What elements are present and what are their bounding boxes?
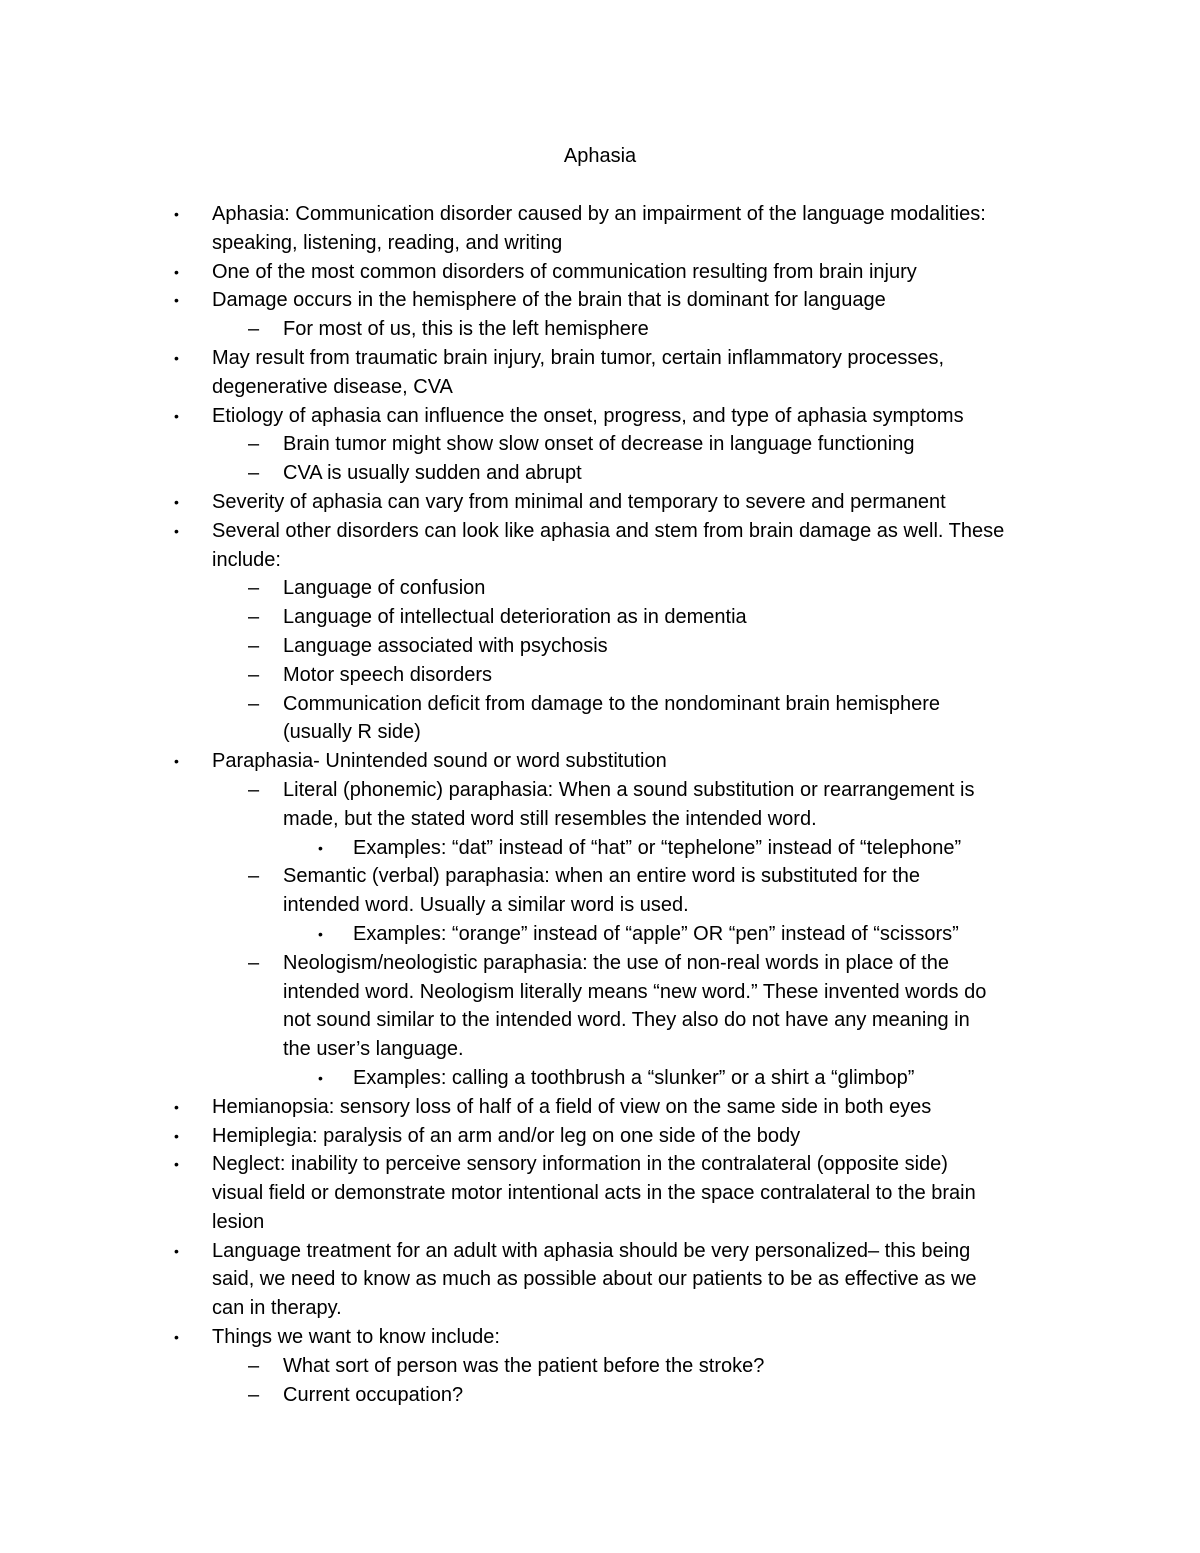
list-item-text: Hemianopsia: sensory loss of half of a field of view on the same side in both eyes xyxy=(212,1095,932,1118)
list-item xyxy=(170,920,1070,949)
list-item xyxy=(170,459,1070,488)
bullet-marker: • xyxy=(174,753,179,770)
list-item-continuation xyxy=(170,546,1070,575)
list-item-text: Motor speech disorders xyxy=(283,663,492,686)
list-item-text: Current occupation? xyxy=(283,1383,464,1406)
bullet-marker: • xyxy=(174,349,179,366)
dash-marker: – xyxy=(248,663,260,686)
list-item xyxy=(170,862,1070,891)
list-item-text: Paraphasia- Unintended sound or word substitution xyxy=(212,750,667,773)
list-item xyxy=(170,517,1070,546)
list-item xyxy=(170,1064,1070,1093)
dash-marker: – xyxy=(248,433,260,456)
list-item-text: the user’s language. xyxy=(283,1038,464,1061)
list-item-text: Language of intellectual deterioration as in dementia xyxy=(283,606,747,629)
list-item-text: lesion xyxy=(212,1210,265,1233)
list-item xyxy=(170,1122,1070,1151)
list-item-text: Examples: “dat” instead of “hat” or “tephelone” instead of “telephone” xyxy=(353,836,962,859)
list-item xyxy=(170,200,1070,229)
dash-marker: – xyxy=(248,462,260,485)
list-item xyxy=(170,286,1070,315)
list-item-text: Neglect: inability to perceive sensory information in the contralateral (opposite side) xyxy=(212,1153,948,1176)
list-item xyxy=(170,690,1070,719)
bullet-marker: • xyxy=(174,263,179,280)
list-item-text: Language treatment for an adult with aphasia should be very personalized– this being xyxy=(212,1239,971,1262)
list-item-text: Damage occurs in the hemisphere of the brain that is dominant for language xyxy=(212,289,886,312)
list-item-text: Aphasia: Communication disorder caused by an impairment of the language modalities: xyxy=(212,203,986,225)
list-item-text: Severity of aphasia can vary from minimal and temporary to severe and permanent xyxy=(212,490,946,513)
list-item xyxy=(170,1237,1070,1266)
bullet-marker: • xyxy=(174,1156,179,1173)
list-item-text: Brain tumor might show slow onset of decrease in language functioning xyxy=(283,433,915,456)
bullet-marker: • xyxy=(174,292,179,309)
list-item xyxy=(170,1352,1070,1381)
list-item-text: Examples: calling a toothbrush a “slunker” or a shirt a “glimbop” xyxy=(353,1066,915,1089)
list-item-continuation xyxy=(170,891,1070,920)
list-item xyxy=(170,632,1070,661)
bullet-marker: • xyxy=(174,493,179,510)
list-item-continuation xyxy=(170,1035,1070,1064)
document-title: Aphasia xyxy=(563,145,637,167)
list-item-text: Language associated with psychosis xyxy=(283,634,608,657)
dash-marker: – xyxy=(248,1354,260,1377)
bullet-marker: • xyxy=(174,1098,179,1115)
bullet-marker: • xyxy=(174,206,179,222)
list-item-text: not sound similar to the intended word. They also do not have any meaning in xyxy=(283,1009,970,1032)
list-item-continuation xyxy=(170,373,1070,402)
bullet-list xyxy=(170,200,1070,1409)
list-item-continuation xyxy=(170,1006,1070,1035)
list-item-continuation xyxy=(170,978,1070,1007)
dash-marker: – xyxy=(248,1383,260,1406)
bullet-marker: • xyxy=(174,1329,179,1346)
list-item xyxy=(170,488,1070,517)
list-item-text: said, we need to know as much as possible about our patients to be as effective as we xyxy=(212,1268,977,1291)
dash-marker: – xyxy=(248,577,260,600)
list-item-continuation xyxy=(170,229,1070,258)
dash-marker: – xyxy=(248,318,260,341)
list-item-text: visual field or demonstrate motor intentional acts in the space contralateral to the brain xyxy=(212,1182,976,1205)
list-item xyxy=(170,949,1070,978)
list-item xyxy=(170,661,1070,690)
list-item xyxy=(170,603,1070,632)
list-item-continuation xyxy=(170,718,1070,747)
list-item-text: (usually R side) xyxy=(283,721,421,744)
list-item-text: Hemiplegia: paralysis of an arm and/or leg on one side of the body xyxy=(212,1124,801,1147)
list-item-text: What sort of person was the patient before the stroke? xyxy=(283,1354,765,1377)
list-item-text: One of the most common disorders of communication resulting from brain injury xyxy=(212,260,917,283)
list-item-text: For most of us, this is the left hemisphere xyxy=(283,318,649,341)
dash-marker: – xyxy=(248,778,260,801)
list-item-text: Literal (phonemic) paraphasia: When a sound substitution or rearrangement is xyxy=(283,778,975,801)
list-item xyxy=(170,747,1070,776)
list-item-text: speaking, listening, reading, and writing xyxy=(212,231,563,254)
bullet-marker: • xyxy=(318,1069,323,1086)
list-item-text: Things we want to know include: xyxy=(212,1326,500,1349)
list-item-continuation xyxy=(170,1208,1070,1237)
list-item xyxy=(170,1381,1070,1410)
dash-marker: – xyxy=(248,692,260,715)
bullet-marker: • xyxy=(174,407,179,424)
list-item xyxy=(170,258,1070,287)
list-item-text: Several other disorders can look like aphasia and stem from brain damage as well. These xyxy=(212,519,1005,542)
list-item xyxy=(170,430,1070,459)
list-item xyxy=(170,1150,1070,1179)
list-item-continuation xyxy=(170,1265,1070,1294)
dash-marker: – xyxy=(248,634,260,657)
bullet-marker: • xyxy=(174,1242,179,1259)
list-item-text: made, but the stated word still resembles the intended word. xyxy=(283,807,817,830)
list-item-text: Semantic (verbal) paraphasia: when an entire word is substituted for the xyxy=(283,865,921,888)
list-item xyxy=(170,776,1070,805)
list-item xyxy=(170,315,1070,344)
list-item-text: intended word. Usually a similar word is used. xyxy=(283,894,689,917)
list-item-text: Language of confusion xyxy=(283,577,486,600)
bullet-marker: • xyxy=(318,839,323,856)
list-item-continuation xyxy=(170,1179,1070,1208)
list-item xyxy=(170,344,1070,373)
list-item-text: degenerative disease, CVA xyxy=(212,375,453,398)
list-item-text: Etiology of aphasia can influence the onset, progress, and type of aphasia symptoms xyxy=(212,404,964,427)
list-item-text: May result from traumatic brain injury, brain tumor, certain inflammatory processes, xyxy=(212,346,945,369)
list-item xyxy=(170,574,1070,603)
bullet-marker: • xyxy=(318,925,323,942)
list-item-continuation xyxy=(170,1294,1070,1323)
list-item-text: Communication deficit from damage to the nondominant brain hemisphere xyxy=(283,692,941,715)
list-item xyxy=(170,1323,1070,1352)
list-item-text: intended word. Neologism literally means “new word.” These invented words do xyxy=(283,980,987,1003)
list-item xyxy=(170,1093,1070,1122)
dash-marker: – xyxy=(248,951,260,974)
list-item-text: Neologism/neologistic paraphasia: the use of non-real words in place of the xyxy=(283,951,949,974)
dash-marker: – xyxy=(248,606,260,629)
bullet-marker: • xyxy=(174,522,179,539)
list-item-text: CVA is usually sudden and abrupt xyxy=(283,462,582,485)
dash-marker: – xyxy=(248,865,260,888)
bullet-marker: • xyxy=(174,1127,179,1144)
list-item xyxy=(170,834,1070,863)
list-item-text: include: xyxy=(212,548,281,571)
list-item xyxy=(170,402,1070,431)
list-item-continuation xyxy=(170,805,1070,834)
list-item-text: can in therapy. xyxy=(212,1297,342,1320)
list-item-text: Examples: “orange” instead of “apple” OR “pen” instead of “scissors” xyxy=(353,922,959,945)
